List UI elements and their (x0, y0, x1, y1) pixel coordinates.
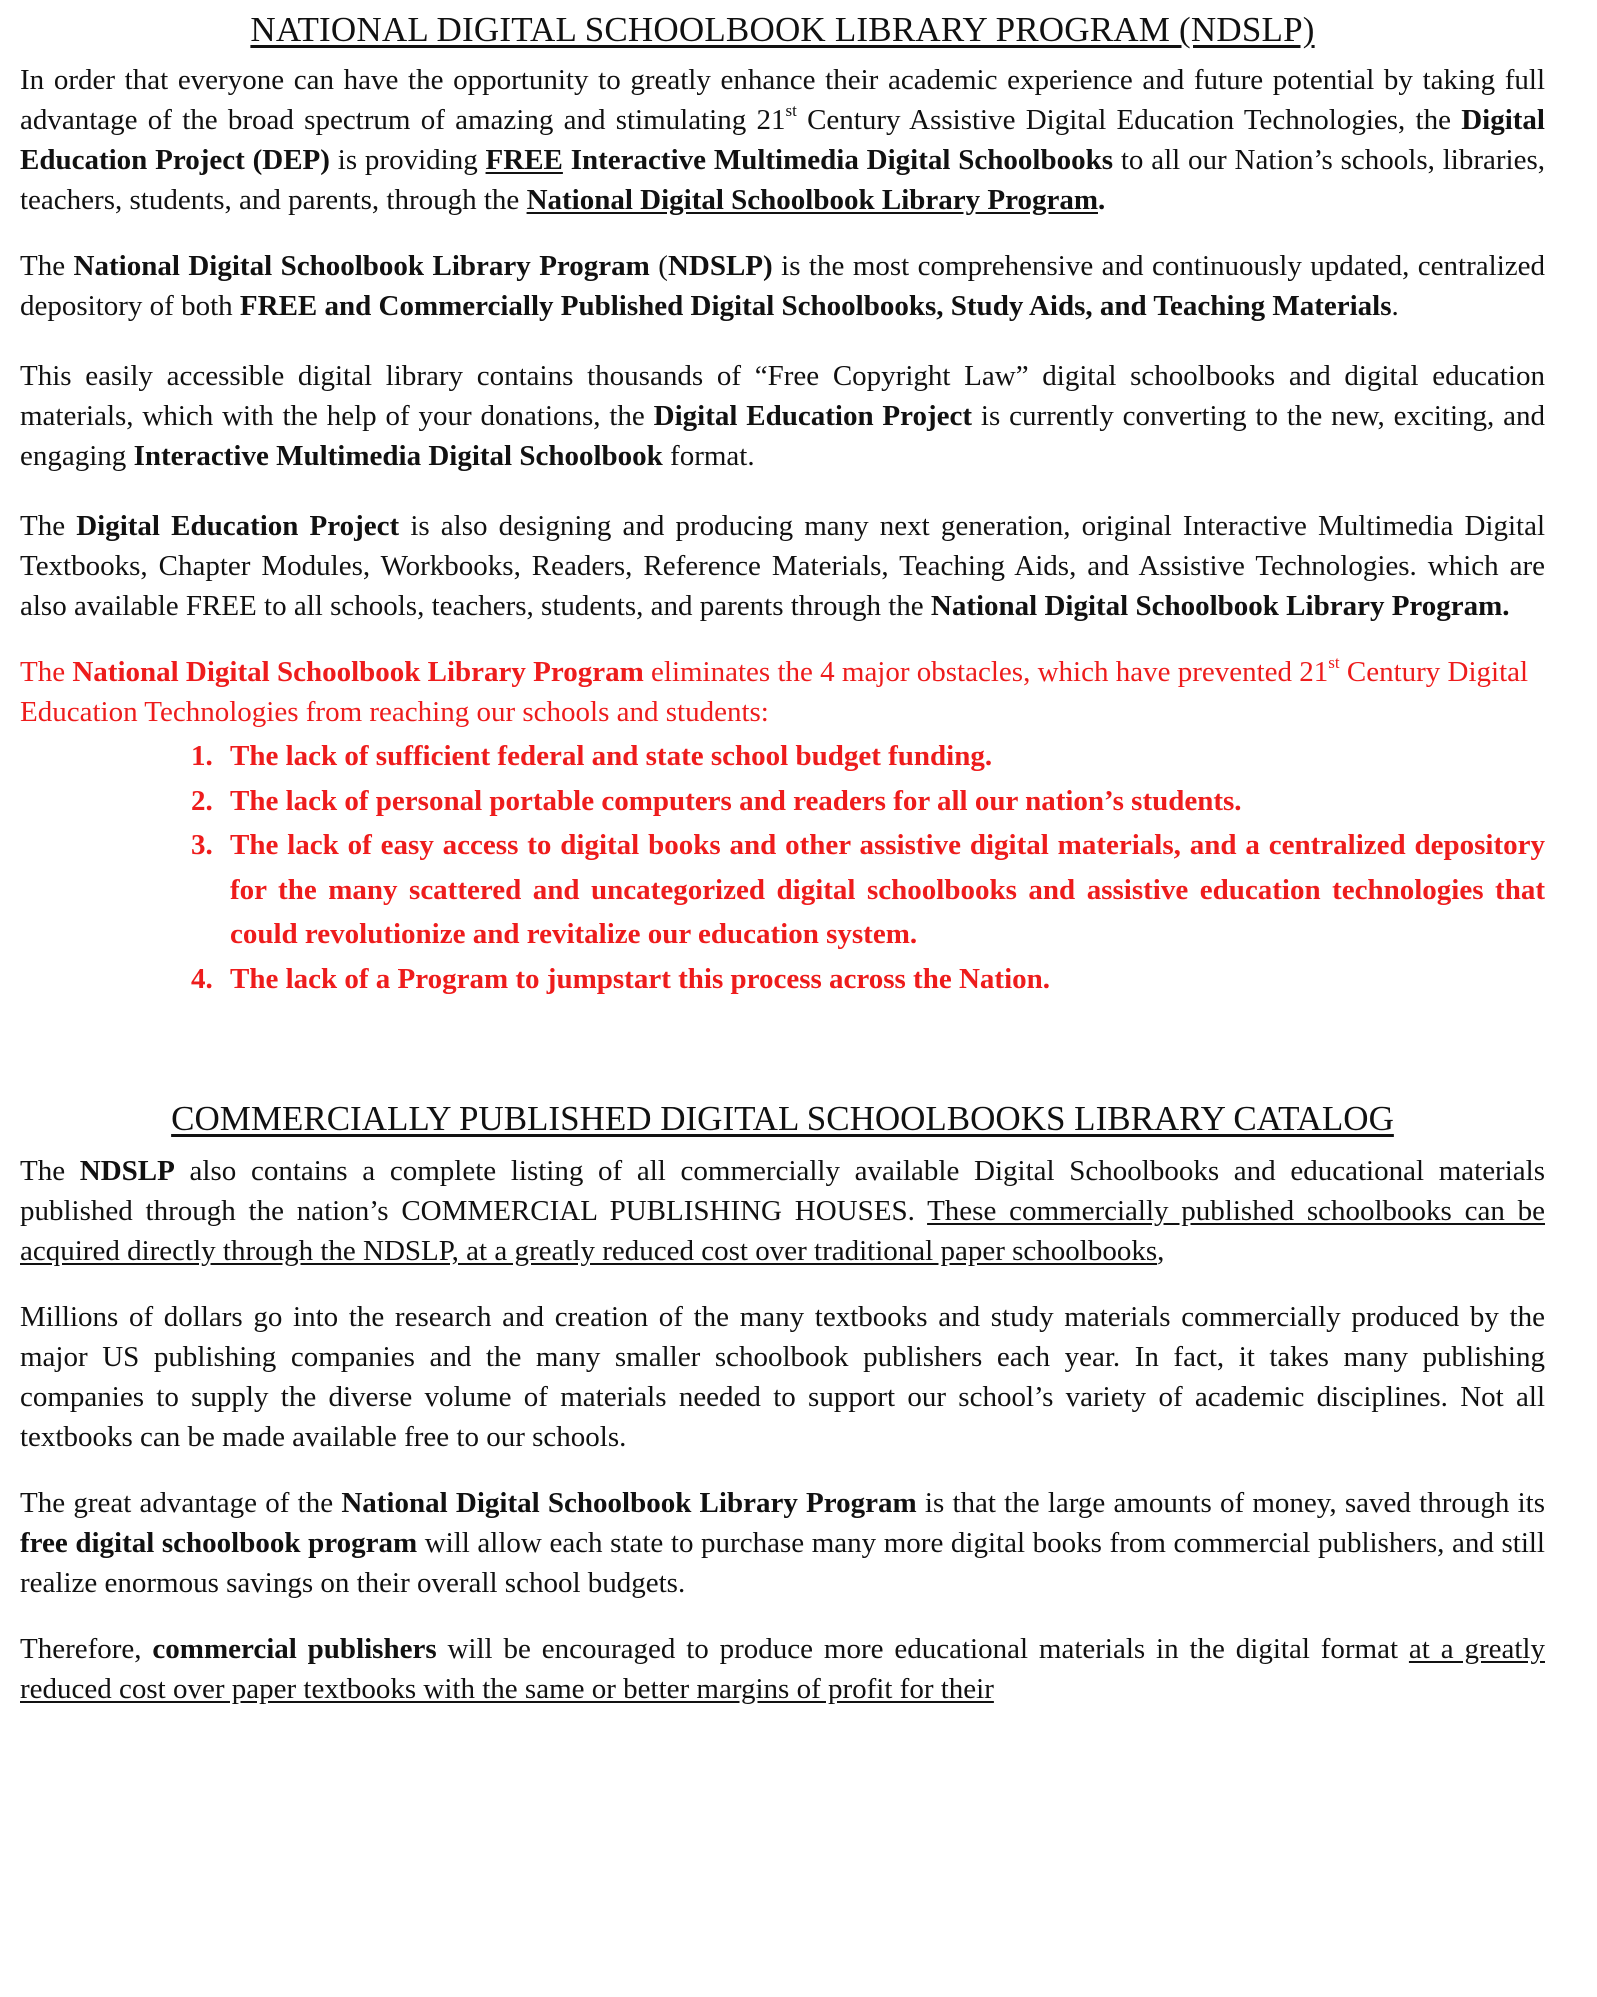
text-run: The great advantage of the (20, 1487, 342, 1519)
section-heading-catalog: COMMERCIALLY PUBLISHED DIGITAL SCHOOLBOOKS LIBRARY CATALOG (171, 1099, 1394, 1138)
text-run: The (20, 1155, 80, 1187)
obstacles-intro-paragraph (20, 652, 1545, 732)
text-run: Millions of dollars go into the research and creation of the many textbooks and study materials commercially produced by the major US publishing companies and the many smaller schoolbook publishers each year. In fact, it takes many publishing companies to supply the diverse volume of materials needed to support our school’s variety of academic disciplines. Not all textbooks can be made available free to our schools. (20, 1301, 1545, 1453)
ndslp-acronym: NDSLP (79, 1155, 175, 1187)
product-name: Interactive Multimedia Digital Schoolbooks (562, 144, 1113, 176)
text-run: The (20, 510, 77, 542)
superscript: st (1328, 653, 1340, 672)
text-run: The (20, 656, 73, 688)
free-emphasis: FREE (485, 144, 563, 176)
dep-name: Digital Education Project (76, 510, 400, 542)
dep-production-paragraph (20, 506, 1545, 626)
obstacle-item: 3. The lack of easy access to digital books and other assistive digital materials, and a centralized depository for the many scattered and uncategorized digital schoolbooks and assistive education technologies that could revolutionize and revitalize our education system. (220, 823, 1545, 957)
program-name: National Digital Schoolbook Library Program (72, 656, 644, 688)
underlined-text: at a greatly reduced cost over paper textbooks with the same or better margins of profit for their (20, 1633, 1545, 1705)
text-run: is the most comprehensive and continuously updated, centralized depository of both (20, 250, 1545, 322)
text-run: . (1097, 184, 1106, 216)
free-program-emphasis: free digital schoolbook program (20, 1527, 418, 1559)
publishers-emphasis: commercial publishers (152, 1633, 437, 1665)
intro-paragraph (20, 60, 1545, 220)
text-run: Therefore, (20, 1633, 153, 1665)
text-run: In order that everyone can have the opportunity to greatly enhance their academic experience and future potential by taking full advantage of the broad spectrum of amazing and stimulating 21 (20, 64, 1545, 136)
obstacle-item: 1. The lack of sufficient federal and state school budget funding. (220, 734, 1545, 779)
text-run: . (1391, 290, 1399, 322)
program-name: National Digital Schoolbook Library Program (73, 250, 650, 282)
text-run: is providing (329, 144, 486, 176)
text-run: The (20, 250, 74, 282)
text-run: ( (649, 250, 668, 282)
superscript: st (785, 101, 797, 120)
dep-name: Digital Education Project (653, 400, 973, 432)
text-run: Century Digital Education Technologies from reaching our schools and students: (20, 656, 1529, 728)
library-contents-paragraph (20, 356, 1545, 476)
text-run: is currently converting to the new, exciting, and engaging (20, 400, 1545, 472)
text-run: also contains a complete listing of all commercially available Digital Schoolbooks and educational materials published through the nation’s COMMERCIAL PUBLISHING HOUSES. (20, 1155, 1545, 1227)
section-spacer (20, 1001, 1545, 1097)
obstacle-item: 2. The lack of personal portable computers and readers for all our nation’s students. (220, 779, 1545, 824)
text-run: , (1157, 1235, 1165, 1267)
program-name: National Digital Schoolbook Library Program. (930, 590, 1510, 622)
ndslp-description-paragraph (20, 246, 1545, 326)
text-run: is that the large amounts of money, saved through its (916, 1487, 1545, 1519)
text-run: will allow each state to purchase many more digital books from commercial publishers, and still realize enormous savings on their overall school budgets. (20, 1527, 1545, 1599)
text-run: format. (662, 440, 755, 472)
program-name: National Digital Schoolbook Library Program (341, 1487, 917, 1519)
publishers-paragraph (20, 1629, 1545, 1709)
obstacles-list (20, 734, 1545, 1001)
obstacle-item: 4. The lack of a Program to jumpstart this process across the Nation. (220, 957, 1545, 1002)
page-title: NATIONAL DIGITAL SCHOOLBOOK LIBRARY PROGRAM (NDSLP) (250, 10, 1315, 49)
text-run: This easily accessible digital library contains thousands of “Free Copyright Law” digital schoolbooks and digital education materials, which with the help of your donations, the (20, 360, 1545, 432)
format-name: Interactive Multimedia Digital Schoolbook (133, 440, 663, 472)
text-run: Century Assistive Digital Education Technologies, the (796, 104, 1462, 136)
advantage-paragraph (20, 1483, 1545, 1603)
text-run: eliminates the 4 major obstacles, which have prevented 21 (643, 656, 1329, 688)
ndslp-acronym: NDSLP) (667, 250, 773, 282)
text-run: is also designing and producing many next generation, original Interactive Multimedia Digital Textbooks, Chapter Modules, Workbooks, Readers, Reference Materials, Teaching Aids, and Assistive Technologies. which are also available FREE to all schools, teachers, students, and parents through the (20, 510, 1545, 622)
dep-name: Digital Education Project (DEP) (20, 104, 1545, 176)
text-run: to all our Nation’s schools, libraries, teachers, students, and parents, through the (20, 144, 1545, 216)
underlined-text: These commercially published schoolbooks can be acquired directly through the NDSLP, at a greatly reduced cost over traditional paper schoolbooks (20, 1195, 1545, 1267)
catalog-paragraph (20, 1151, 1545, 1271)
text-run: will be encouraged to produce more educational materials in the digital format (436, 1633, 1409, 1665)
publishing-costs-paragraph (20, 1297, 1545, 1457)
materials-emphasis: FREE and Commercially Published Digital Schoolbooks, Study Aids, and Teaching Materials (239, 290, 1392, 322)
program-name-link: National Digital Schoolbook Library Program (526, 184, 1098, 216)
